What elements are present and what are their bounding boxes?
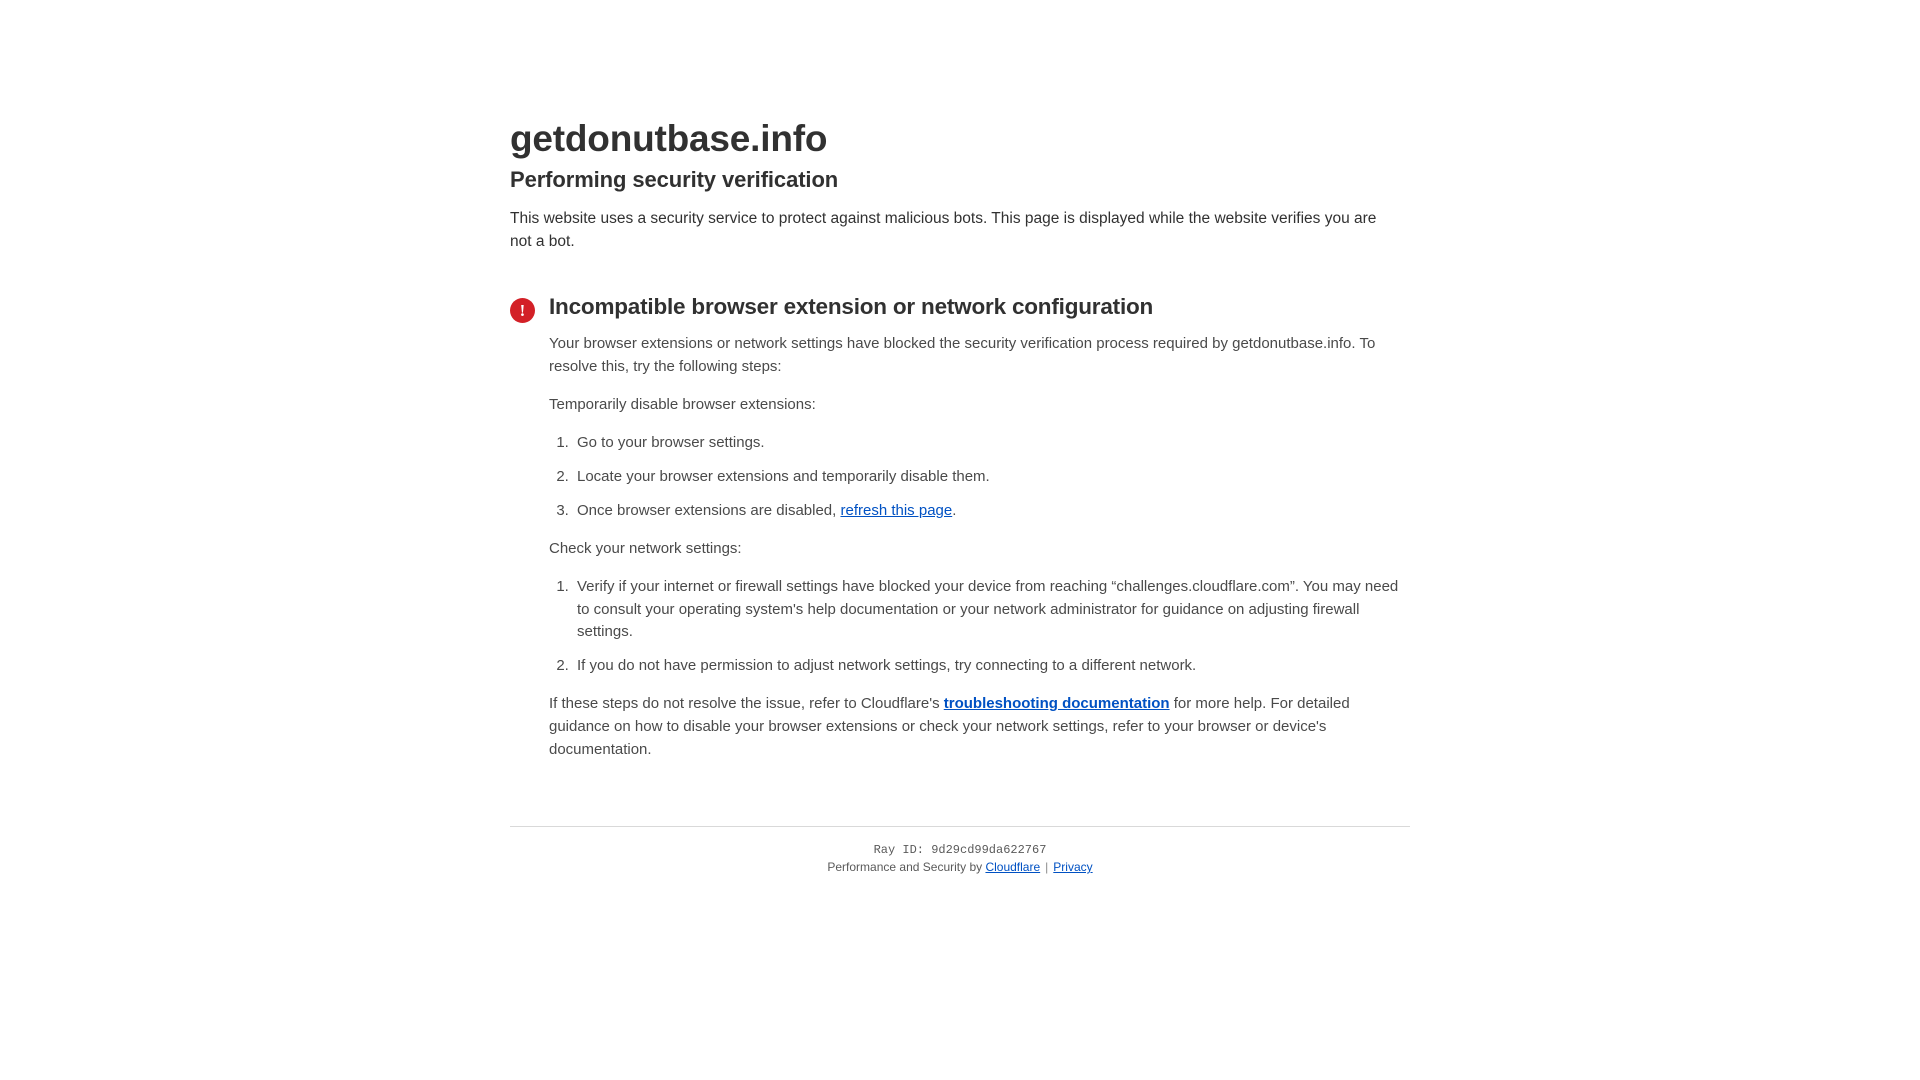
error-block — [510, 293, 1410, 762]
ray-id: Ray ID: 9d29cd99da622767 — [873, 843, 1047, 857]
list-item — [573, 500, 1410, 523]
page-subtitle: Performing security verification — [510, 166, 839, 192]
closing-paragraph — [549, 693, 1410, 762]
step-text: Verify if your internet or firewall settings have blocked your device from reaching “challenges.cloudflare.com”. You may need to consult your operating system's help documentation or your network administrator for guidance on adjusting firewall settings. — [577, 577, 1399, 641]
refresh-page-link[interactable]: refresh this page — [840, 501, 953, 519]
step-text: Go to your browser settings. — [577, 433, 765, 451]
error-paragraph-1: Your browser extensions or network settings have blocked the security verification process required by getdonutbase.info. To resolve this, try the following steps: — [549, 335, 1376, 375]
steps-list-network — [549, 576, 1410, 679]
intro-text: This website uses a security service to protect against malicious bots. This page is displayed while the website verifies you are not a bot. — [510, 209, 1377, 250]
exclamation-circle-icon: ! — [510, 298, 535, 323]
step-text-after: . — [952, 501, 957, 519]
error-details — [549, 333, 1410, 762]
footer-separator: | — [1045, 860, 1049, 874]
content-wrapper — [510, 0, 1410, 874]
footer-credit — [510, 860, 1410, 874]
page-footer — [510, 826, 1410, 874]
list-item — [573, 655, 1410, 678]
section-label-network: Check your network settings: — [549, 539, 742, 557]
list-item — [573, 432, 1410, 455]
section-label-extensions: Temporarily disable browser extensions: — [549, 395, 816, 413]
list-item — [573, 466, 1410, 489]
steps-list-extensions — [549, 432, 1410, 523]
error-title: Incompatible browser extension or network configuration — [549, 294, 1154, 320]
closing-text-before: If these steps do not resolve the issue, refer to Cloudflare's — [549, 695, 944, 713]
privacy-link[interactable]: Privacy — [1053, 860, 1093, 874]
step-text: Locate your browser extensions and temporarily disable them. — [577, 467, 990, 485]
step-text: If you do not have permission to adjust network settings, try connecting to a different network. — [577, 657, 1197, 675]
error-header — [510, 293, 1410, 323]
cloudflare-link[interactable]: Cloudflare — [985, 860, 1041, 874]
troubleshooting-documentation-link[interactable]: troubleshooting documentation — [943, 695, 1170, 713]
page-title: getdonutbase.info — [510, 118, 828, 159]
closing-text-after: for more help. For detailed guidance on how to disable your browser extensions or check your network settings, refer to your browser or device's documentation. — [549, 695, 1350, 759]
step-text: Once browser extensions are disabled, — [577, 501, 841, 519]
footer-credit-prefix: Performance and Security by — [827, 860, 986, 874]
list-item — [573, 576, 1410, 645]
